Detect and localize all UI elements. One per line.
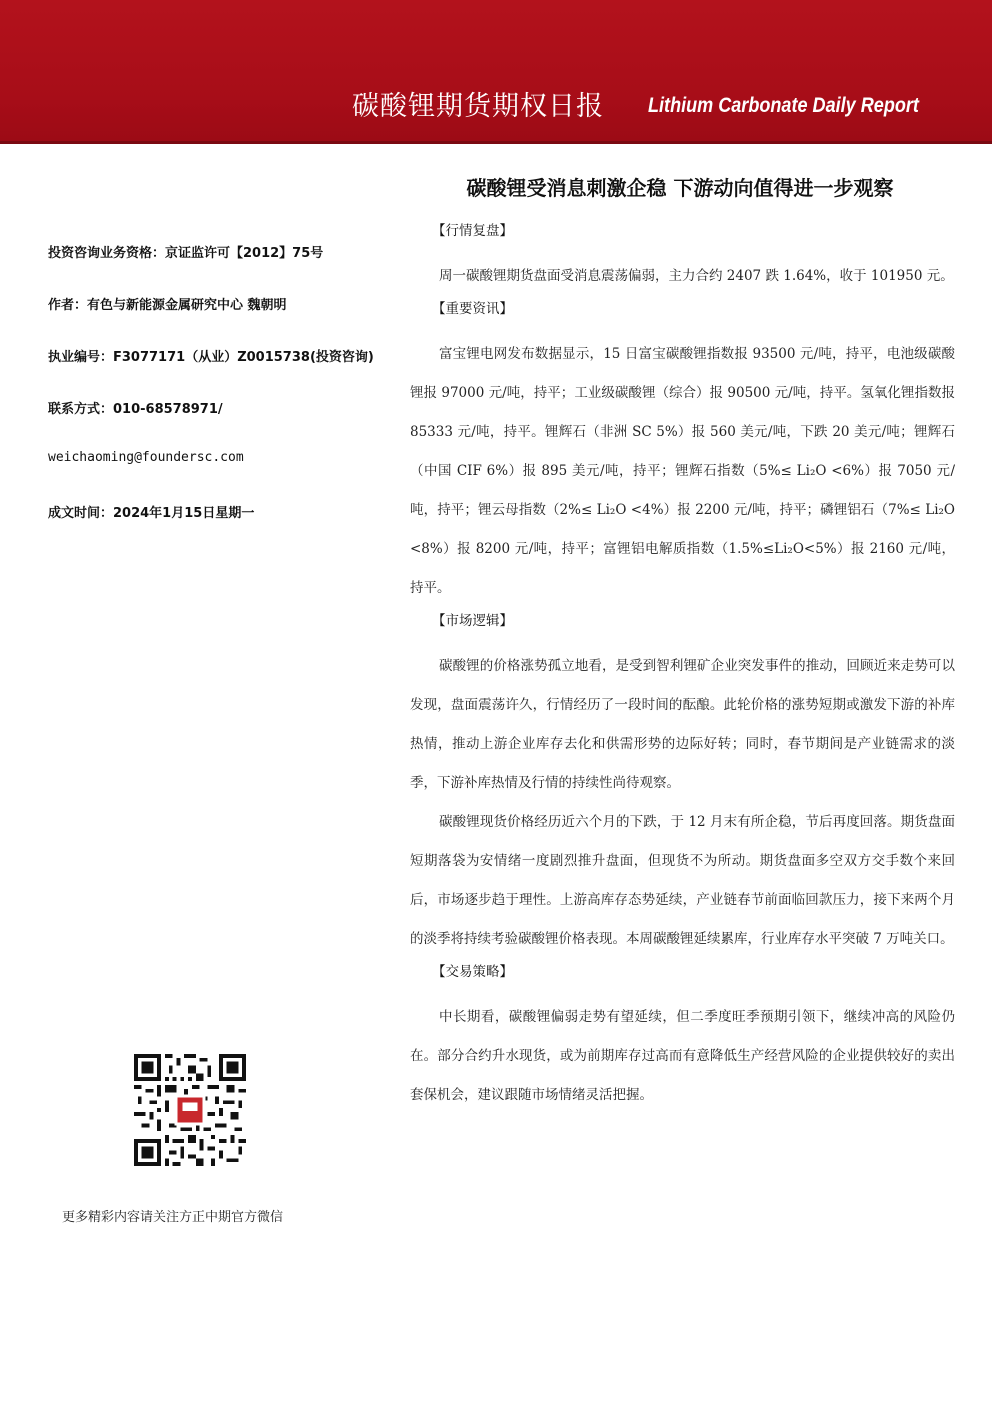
paragraph: 富宝锂电网发布数据显示，15 日富宝碳酸锂指数报 93500 元/吨，持平，电池级碳酸锂报 97000 元/吨，持平；工业级碳酸锂（综合）报 90500 元/吨，持平。氢氧化锂指数报 85333 元/吨，持平。锂辉石（非洲 SC 5%）报 560 美元/吨，下跌 20 美元/吨；锂辉石（中国 CIF 6%）报 895 美元/吨，持平；锂辉石指数（5%≤ Li₂O <6%）报 7050 元/吨，持平；锂云母指数（2%≤ Li₂O <4%）报 2200 元/吨，持平；磷锂铝石（7%≤ Li₂O <8%）报 8200 元/吨，持平；富锂铝电解质指数（1.5%≤Li₂O<5%）报 2160 元/吨，持平。 (410, 346, 955, 596)
paragraph: 周一碳酸锂期货盘面受消息震荡偏弱，主力合约 2407 跌 1.64%，收于 101950 元。 (439, 268, 954, 284)
paragraph: 碳酸锂的价格涨势孤立地看，是受到智利锂矿企业突发事件的推动，回顾近来走势可以发现，盘面震荡许久，行情经历了一段时间的酝酿。此轮价格的涨势短期或激发下游的补库热情，推动上游企业库存去化和供需形势的边际好转；同时，春节期间是产业链需求的淡季，下游补库热情及行情的持续性尚待观察。 (410, 658, 955, 791)
report-title-en: Lithium Carbonate Daily Report (648, 94, 919, 117)
author-sidebar (48, 242, 388, 554)
license-line: 执业编号：F3077171（从业）Z0015738(投资咨询) (48, 350, 374, 365)
paragraph: 碳酸锂现货价格经历近六个月的下跌，于 12 月末有所企稳，节后再度回落。期货盘面短期落袋为安情绪一度剧烈推升盘面，但现货不为所动。期货盘面多空双方交手数个来回后，市场逐步趋于理性。上游高库存态势延续，产业链春节前面临回款压力，接下来两个月的淡季将持续考验碳酸锂价格表现。本周碳酸锂延续累库，行业库存水平突破 7 万吨关口。 (410, 814, 955, 947)
section-heading-review: 【行情复盘】 (432, 223, 513, 239)
paragraph: 中长期看，碳酸锂偏弱走势有望延续，但二季度旺季预期引领下，继续冲高的风险仍在。部分合约升水现货，或为前期库存过高而有意降低生产经营风险的企业提供较好的卖出套保机会，建议跟随市场情绪灵活把握。 (410, 1009, 955, 1103)
report-title-cn: 碳酸锂期货期权日报 (352, 91, 604, 122)
author-line: 作者：有色与新能源金属研究中心 魏朝明 (48, 298, 287, 313)
section-heading-strategy: 【交易策略】 (432, 964, 513, 980)
date-line: 成文时间：2024年1月15日星期一 (48, 506, 255, 521)
qr-code-icon (134, 1054, 246, 1166)
section-heading-news: 【重要资讯】 (432, 301, 513, 317)
qr-caption: 更多精彩内容请关注方正中期官方微信 (62, 1210, 284, 1225)
report-body (410, 218, 955, 1115)
contact-line: 联系方式：010-68578971/ (48, 402, 223, 417)
qualification-line: 投资咨询业务资格：京证监许可【2012】75号 (48, 246, 324, 261)
article-headline: 碳酸锂受消息刺激企稳 下游动向值得进一步观察 (466, 176, 894, 200)
email-link[interactable]: weichaoming@foundersc.com (48, 450, 244, 465)
header-divider (0, 141, 992, 144)
section-heading-logic: 【市场逻辑】 (432, 613, 513, 629)
